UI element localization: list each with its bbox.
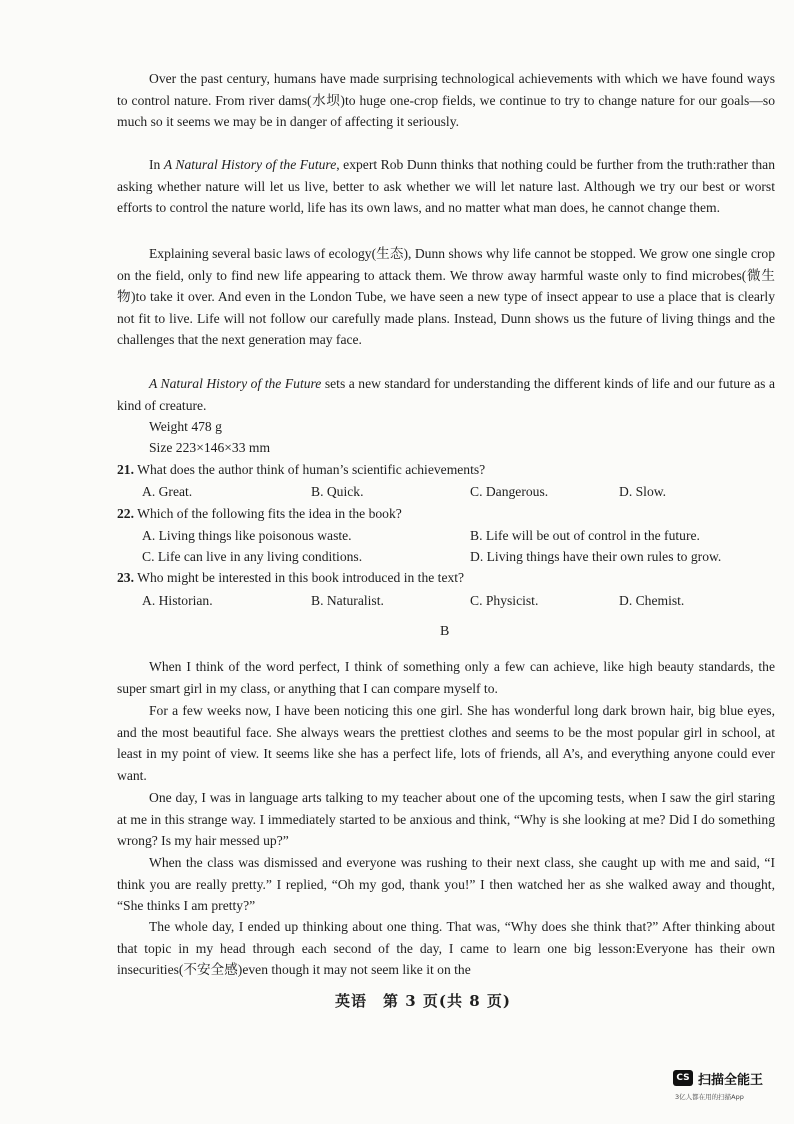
q23-option-d[interactable]: D. Chemist.	[619, 593, 685, 608]
q22-option-b[interactable]: B. Life will be out of control in the future.	[470, 528, 700, 543]
book-size: Size 223×146×33 mm	[149, 440, 271, 455]
page-footer: 英语 第 3 页(共 8 页)	[335, 992, 511, 1010]
passage-a-paragraph-2: In A Natural History of the Future, expert Rob Dunn thinks that nothing could be further from the truth:rather than asking whether nature will let us live, better to ask whether we will let nature last. Although we try our best or worst efforts to control the nature world, life has its own laws, and no matter what man does, he cannot change them.	[117, 157, 775, 216]
passage-b-paragraph-5: The whole day, I ended up thinking about one thing. That was, “Why does she think that?” After thinking about that topic in my head through each second of the day, I came to learn one big lesson:Everyone has their own insecurities(不安全感)even though it may not seem like it on the	[117, 919, 775, 978]
question-number: 21.	[117, 462, 134, 477]
passage-a-paragraph-3: Explaining several basic laws of ecology(生态), Dunn shows why life cannot be stopped. We grow one single crop on the field, only to find new life appearing to attack them. We throw away harmful waste only to find microbes(微生物)to take it over. And even in the London Tube, we have seen a new type of insect appear to use a place that is clearly not fit to live. Life will not follow our carefully made plans. Instead, Dunn shows us the future of living things and the challenges that the next generation may face.	[117, 246, 775, 348]
question-text: Which of the following fits the idea in the book?	[137, 506, 402, 521]
question-21	[117, 460, 485, 480]
passage-b-paragraph-3: One day, I was in language arts talking to my teacher about one of the upcoming tests, when I saw the girl staring at me in this strange way. I immediately started to be anxious and think, “Why is she looking at me? Did I do something wrong? Is my hair messed up?”	[117, 790, 775, 849]
q22-option-a[interactable]: A. Living things like poisonous waste.	[142, 528, 352, 543]
passage-b-paragraph-1: When I think of the word perfect, I think of something only a few can achieve, like high beauty standards, the super smart girl in my class, or anything that I can compare myself to.	[117, 659, 775, 696]
book-weight: Weight 478 g	[149, 419, 222, 434]
q23-option-c[interactable]: C. Physicist.	[470, 593, 539, 608]
passage-b-paragraph-4: When the class was dismissed and everyone was rushing to their next class, she caught up with me and said, “I think you are really pretty.” I replied, “Oh my god, thank you!” I then watched her as she walked away and thought, “She thinks I am pretty?”	[117, 855, 775, 914]
camscanner-logo-icon: CS	[673, 1070, 693, 1086]
q21-option-a[interactable]: A. Great.	[142, 484, 193, 499]
q21-option-b[interactable]: B. Quick.	[311, 484, 364, 499]
q21-option-d[interactable]: D. Slow.	[619, 484, 667, 499]
passage-a-paragraph-4: A Natural History of the Future sets a new standard for understanding the different kinds of life and our future as a kind of creature.	[117, 376, 776, 413]
book-title: A Natural History of the Future	[149, 376, 322, 391]
book-title: A Natural History of the Future	[163, 157, 337, 172]
question-23	[117, 568, 464, 588]
question-22	[117, 504, 402, 524]
q22-option-c[interactable]: C. Life can live in any living conditions.	[142, 549, 363, 564]
q23-option-b[interactable]: B. Naturalist.	[311, 593, 384, 608]
q23-option-a[interactable]: A. Historian.	[142, 593, 213, 608]
passage-a-paragraph-1: Over the past century, humans have made surprising technological achievements with which we have found ways to control nature. From river dams(水坝)to huge one-crop fields, we continue to try to change nature for our goals—so much so it seems we may be in danger of affecting it seriously.	[117, 71, 775, 130]
question-text: Who might be interested in this book introduced in the text?	[137, 570, 465, 585]
question-number: 23.	[117, 570, 134, 585]
watermark-tagline: 3亿人都在用的扫描App	[675, 1093, 744, 1101]
passage-b-paragraph-2: For a few weeks now, I have been noticing this one girl. She has wonderful long dark brown hair, big blue eyes, and the most beautiful face. She always wears the prettiest clothes and seems to be the most popular girl in school, at least in my point of view. It seems like she has a perfect life, lots of friends, all A’s, and everything anyone could ever want.	[117, 703, 775, 783]
question-text: What does the author think of human’s scientific achievements?	[137, 462, 486, 477]
q21-option-c[interactable]: C. Dangerous.	[470, 484, 549, 499]
section-heading: B	[440, 624, 450, 639]
q22-option-d[interactable]: D. Living things have their own rules to grow.	[470, 549, 722, 564]
question-number: 22.	[117, 506, 134, 521]
watermark-name: 扫描全能王	[698, 1073, 764, 1088]
